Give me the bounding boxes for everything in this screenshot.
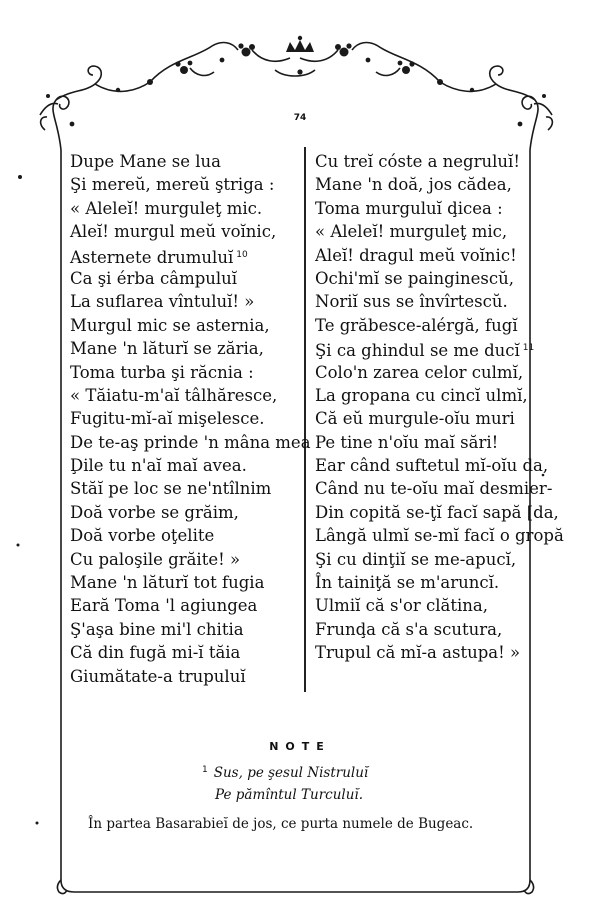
poem-line-text: Ḑile tu n'aĭ maĭ avea. bbox=[70, 456, 247, 476]
poem-line bbox=[315, 501, 564, 524]
poem-line-text: Ca şi érba câmpuluĭ bbox=[70, 268, 238, 288]
poem-line-text: Ochi'mĭ se painginescŭ, bbox=[315, 268, 514, 288]
poem-line-text: Şi mereŭ, mereŭ ştriga : bbox=[70, 175, 275, 195]
poem-line bbox=[315, 150, 564, 173]
poem-line-text: Că din fugă mi-ĭ tăia bbox=[70, 643, 241, 663]
poem-line-text: Frunḑa că s'a scutura, bbox=[315, 619, 503, 639]
poem-line bbox=[315, 477, 564, 500]
page-number: 74 bbox=[293, 113, 307, 123]
poem-line-text: Murgul mic se asternia, bbox=[70, 315, 270, 335]
poem-line-text: Lângă ulmĭ se-mĭ facĭ o gropă bbox=[315, 526, 564, 546]
poem-line bbox=[70, 267, 311, 290]
poem-left-column bbox=[70, 150, 311, 688]
poem-line-text: Fugitu-mĭ-aĭ mişelesce. bbox=[70, 409, 265, 429]
poem-line bbox=[70, 361, 311, 384]
poem-line bbox=[70, 548, 311, 571]
poem-line bbox=[70, 314, 311, 337]
poem-line bbox=[315, 641, 564, 664]
poem-line bbox=[70, 220, 311, 243]
poem-line bbox=[70, 524, 311, 547]
poem-line-text: Mane 'n lăturĭ tot fugia bbox=[70, 573, 265, 593]
poem-line-text: Trupul că mĭ-a astupa! » bbox=[315, 643, 521, 663]
footnote-marker: 10 bbox=[236, 249, 248, 260]
poem-line-text: Mane 'n lăturĭ se zăria, bbox=[70, 339, 264, 359]
poem-line bbox=[315, 267, 564, 290]
poem-line-text: La suflarea vîntuluĭ! » bbox=[70, 292, 255, 312]
poem-line-text: Ş'aşa bine mi'l chitia bbox=[70, 619, 244, 639]
poem-line bbox=[70, 407, 311, 430]
poem-line-text: Din copită se-ţĭ facĭ sapă [da, bbox=[315, 502, 559, 522]
poem-line bbox=[70, 337, 311, 360]
poem-line bbox=[315, 571, 564, 594]
poem-line bbox=[315, 454, 564, 477]
poem-line-text: Eară Toma 'l agiungea bbox=[70, 596, 258, 616]
poem-line bbox=[70, 477, 311, 500]
poem-line bbox=[315, 361, 564, 384]
poem-line bbox=[315, 290, 564, 313]
poem-line bbox=[70, 431, 311, 454]
poem-right-column bbox=[315, 150, 564, 665]
poem-line-text: Ulmiĭ că s'or clătina, bbox=[315, 596, 488, 616]
poem-line-text: Şi cu dinţiĭ se me-apucĭ, bbox=[315, 549, 517, 569]
footnote-marker: 11 bbox=[522, 343, 535, 354]
poem-line bbox=[315, 220, 564, 243]
poem-line bbox=[315, 618, 564, 641]
poem-line bbox=[315, 431, 564, 454]
footnote-explanation: În partea Basarabieĭ de jos, ce purta numele de Bugeac. bbox=[88, 816, 474, 832]
poem-line-text: Aleĭ! dragul meŭ voĭnic! bbox=[315, 245, 517, 265]
poem-line bbox=[70, 618, 311, 641]
footnote-verse-text-1: Sus, pe şesul Nistruluĭ bbox=[213, 765, 369, 781]
poem-line-text: Asternete drumuluĭ bbox=[70, 247, 234, 267]
poem-line-text: « Aleleĭ! murguleţ mic. bbox=[70, 198, 263, 218]
poem-line-text: Cu paloşile grăite! » bbox=[70, 549, 241, 569]
poem-line bbox=[315, 594, 564, 617]
poem-line-text: Ear când suftetul mĭ-oĭu da, bbox=[315, 456, 549, 476]
poem-line-text: Doă vorbe se grăim, bbox=[70, 502, 239, 522]
poem-line bbox=[315, 407, 564, 430]
poem-line bbox=[315, 548, 564, 571]
poem-line bbox=[70, 571, 311, 594]
poem-line bbox=[70, 173, 311, 196]
poem-line bbox=[315, 337, 564, 360]
poem-line bbox=[70, 665, 311, 688]
poem-line-text: Stăĭ pe loc se ne'ntîlnim bbox=[70, 479, 272, 499]
poem-line-text: « Tăiatu-m'aĭ tâlhăresce, bbox=[70, 385, 278, 405]
poem-line bbox=[315, 197, 564, 220]
poem-line-text: Că eŭ murgule-oĭu muri bbox=[315, 409, 515, 429]
poem-line-text: « Aleleĭ! murguleţ mic, bbox=[315, 222, 508, 242]
poem-line bbox=[70, 290, 311, 313]
poem-line bbox=[315, 524, 564, 547]
poem-line bbox=[70, 244, 311, 267]
poem-line bbox=[315, 384, 564, 407]
poem-line bbox=[70, 150, 311, 173]
poem-line bbox=[70, 501, 311, 524]
poem-line-text: Toma turba şi răcnia : bbox=[70, 362, 254, 382]
footnote-verse-1 bbox=[202, 765, 368, 781]
poem-line-text: Cu treĭ cóste a negruluĭ! bbox=[315, 152, 520, 171]
poem-line-text: Colo'n zarea celor culmĭ, bbox=[315, 362, 524, 382]
poem-line-text: De te-aş prinde 'n mâna mea bbox=[70, 432, 311, 452]
poem-line bbox=[315, 244, 564, 267]
poem-line-text: La gropana cu cincĭ ulmĭ, bbox=[315, 385, 528, 405]
poem-line-text: Giumătate-a trupuluĭ bbox=[70, 666, 246, 686]
poem-line-text: Mane 'n doă, jos cădea, bbox=[315, 175, 512, 195]
poem-line-text: În tainiţă se m'aruncĭ. bbox=[315, 573, 500, 593]
poem-line-text: Toma murguluĭ ḑicea : bbox=[315, 198, 503, 218]
poem-line-text: Pe tine n'oĭu maĭ sări! bbox=[315, 432, 499, 452]
poem-line-text: Dupe Mane se lua bbox=[70, 152, 222, 171]
footnote-verse-2: Pe pămîntul Turculuĭ. bbox=[215, 787, 364, 803]
poem-line bbox=[315, 173, 564, 196]
poem-line bbox=[315, 314, 564, 337]
poem-line bbox=[70, 641, 311, 664]
notes-title: NOTE bbox=[269, 740, 331, 753]
poem-line-text: Doă vorbe oţelite bbox=[70, 526, 215, 546]
poem-line-text: Şi ca ghindul se me ducĭ bbox=[315, 341, 520, 361]
footnote-number: 1 bbox=[202, 765, 208, 775]
poem-line bbox=[70, 197, 311, 220]
poem-line-text: Când nu te-oĭu maĭ desmier- bbox=[315, 479, 553, 499]
poem-line-text: Noriĭ sus se învîrtescŭ. bbox=[315, 292, 508, 312]
poem-line bbox=[70, 384, 311, 407]
poem-line bbox=[70, 594, 311, 617]
poem-line-text: Te grăbesce-alérgă, fugĭ bbox=[315, 315, 518, 335]
poem-line-text: Aleĭ! murgul meŭ voĭnic, bbox=[70, 222, 277, 242]
poem-line bbox=[70, 454, 311, 477]
